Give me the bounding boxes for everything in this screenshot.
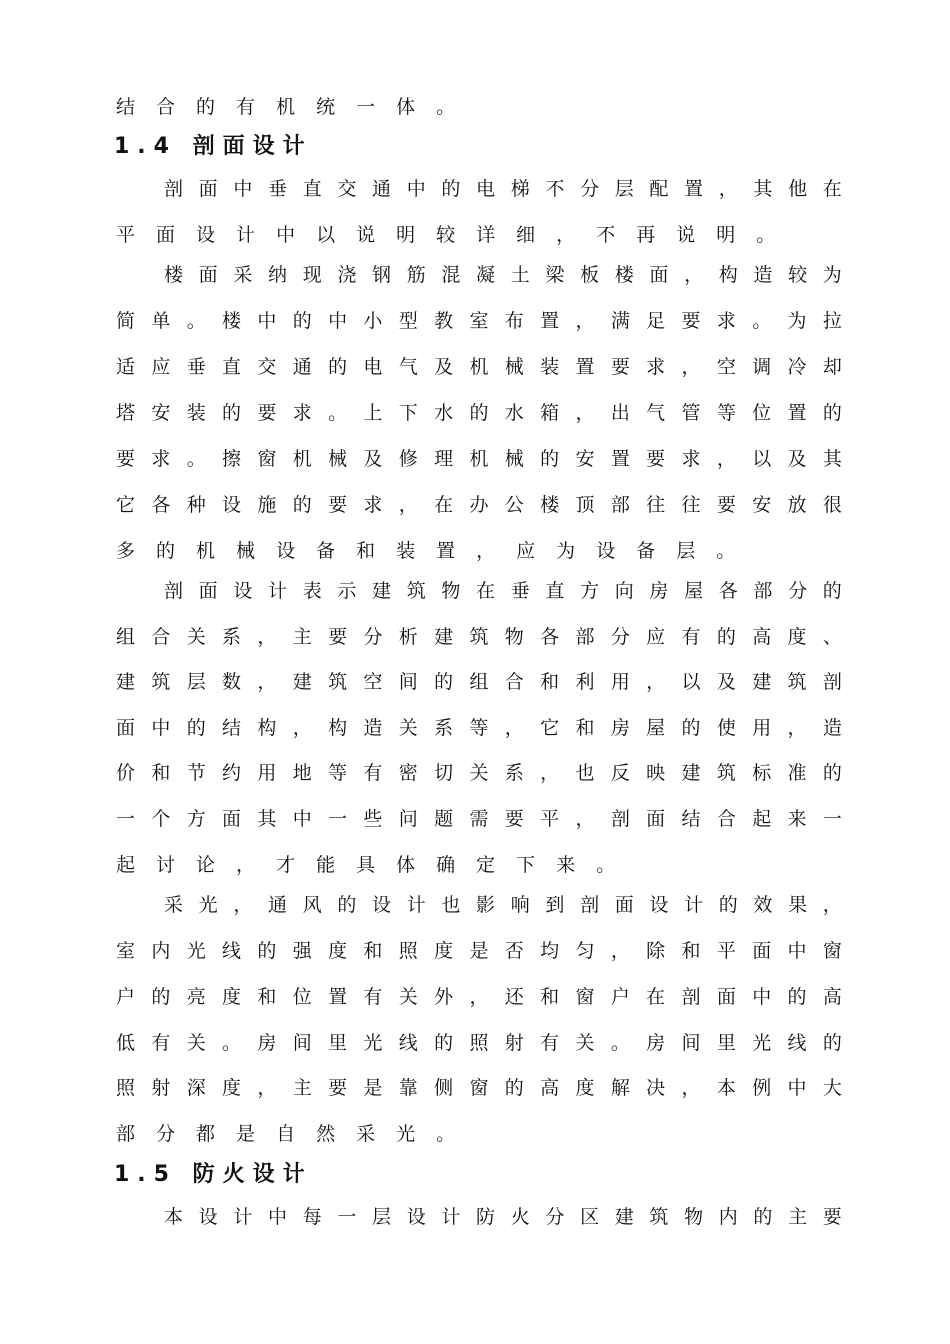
paragraph-line: 结 合 的 有 机 统 一 体 。	[116, 96, 456, 118]
paragraph-line: 它 各 种 设 施 的 要 求 ， 在 办 公 楼 顶 部 往 往 要 安 放 很	[116, 494, 842, 516]
paragraph-line: 剖 面 设 计 表 示 建 筑 物 在 垂 直 方 向 房 屋 各 部 分 的	[164, 580, 842, 602]
paragraph-line: 要 求 。 擦 窗 机 械 及 修 理 机 械 的 安 置 要 求 ， 以 及 其	[116, 448, 842, 470]
paragraph-line: 简 单 。 楼 中 的 中 小 型 教 室 布 置 ， 满 足 要 求 。 为 拉	[116, 310, 842, 332]
paragraph-line: 低 有 关 。 房 间 里 光 线 的 照 射 有 关 。 房 间 里 光 线 的	[116, 1032, 842, 1054]
paragraph-line: 起 讨 论 ， 才 能 具 体 确 定 下 来 。	[116, 854, 616, 876]
paragraph-line: 一 个 方 面 其 中 一 些 问 题 需 要 平 ， 剖 面 结 合 起 来 一	[116, 808, 842, 830]
paragraph-line: 建 筑 层 数 ， 建 筑 空 间 的 组 合 和 利 用 ， 以 及 建 筑 剖	[116, 671, 842, 693]
paragraph-line: 价 和 节 约 用 地 等 有 密 切 关 系 ， 也 反 映 建 筑 标 准 的	[116, 762, 842, 784]
paragraph-line: 塔 安 装 的 要 求 。 上 下 水 的 水 箱 ， 出 气 管 等 位 置 的	[116, 402, 842, 424]
paragraph-line: 平 面 设 计 中 以 说 明 较 详 细 ， 不 再 说 明 。	[116, 224, 776, 246]
paragraph-line: 面 中 的 结 构 ， 构 造 关 系 等 ， 它 和 房 屋 的 使 用 ， 造	[116, 717, 842, 739]
paragraph-line: 楼 面 采 纳 现 浇 钢 筋 混 凝 土 梁 板 楼 面 ， 构 造 较 为	[164, 264, 842, 286]
paragraph-line: 户 的 亮 度 和 位 置 有 关 外 ， 还 和 窗 户 在 剖 面 中 的 高	[116, 986, 842, 1008]
paragraph-line: 室 内 光 线 的 强 度 和 照 度 是 否 均 匀 ， 除 和 平 面 中 窗	[116, 940, 842, 962]
paragraph-line: 适 应 垂 直 交 通 的 电 气 及 机 械 装 置 要 求 ， 空 调 冷 却	[116, 356, 842, 378]
paragraph-line: 本 设 计 中 每 一 层 设 计 防 火 分 区 建 筑 物 内 的 主 要	[164, 1206, 842, 1228]
paragraph-line: 采 光 ， 通 风 的 设 计 也 影 响 到 剖 面 设 计 的 效 果 ，	[164, 894, 842, 916]
paragraph-line: 多 的 机 械 设 备 和 装 置 ， 应 为 设 备 层 。	[116, 540, 736, 562]
section-heading: 1.5 防火设计	[114, 1162, 313, 1187]
section-heading: 1.4 剖面设计	[114, 134, 313, 159]
paragraph-line: 照 射 深 度 ， 主 要 是 靠 侧 窗 的 高 度 解 决 ， 本 例 中 大	[116, 1077, 842, 1099]
paragraph-line: 组 合 关 系 ， 主 要 分 析 建 筑 物 各 部 分 应 有 的 高 度 、	[116, 626, 842, 648]
paragraph-line: 部 分 都 是 自 然 采 光 。	[116, 1123, 456, 1145]
paragraph-line: 剖 面 中 垂 直 交 通 中 的 电 梯 不 分 层 配 置 ， 其 他 在	[164, 178, 842, 200]
